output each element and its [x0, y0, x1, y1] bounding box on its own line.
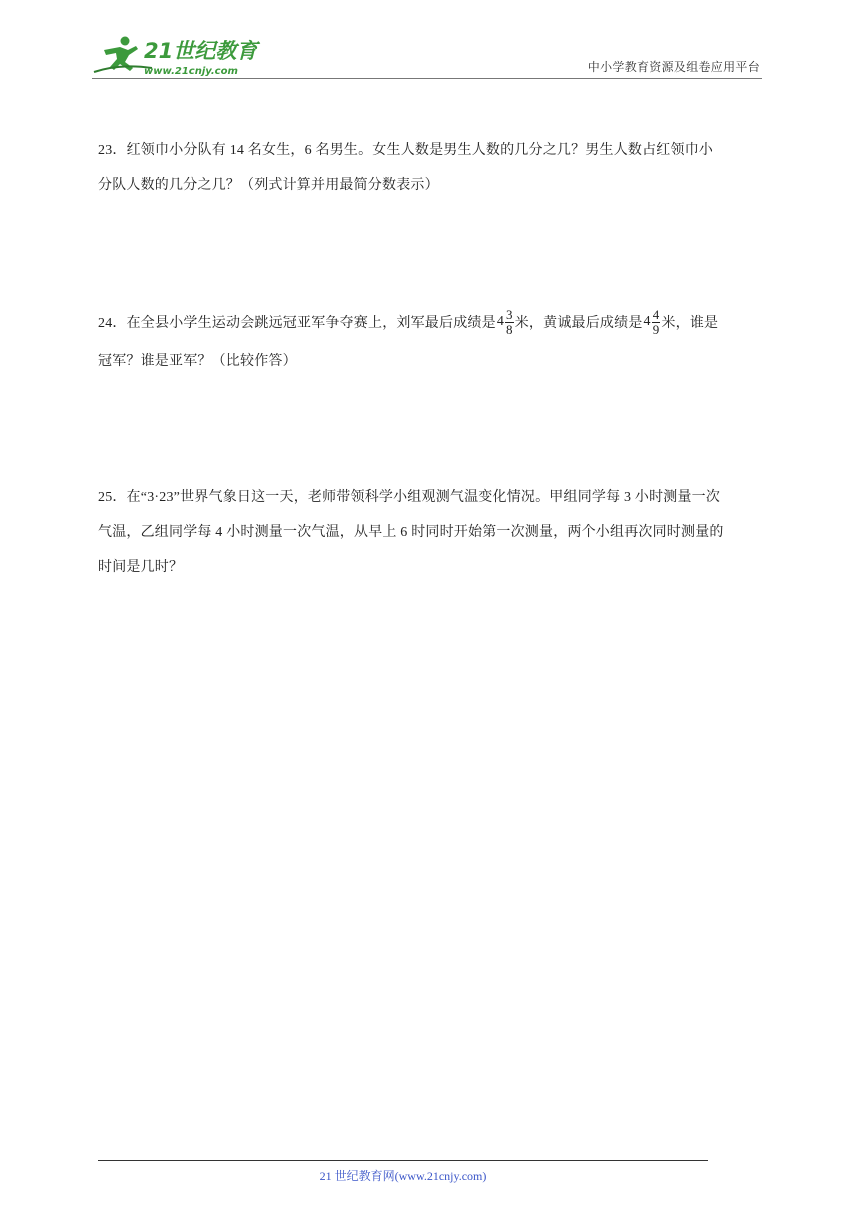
- question-24-text-3: 米，谁是: [661, 316, 719, 332]
- footer-link[interactable]: 21 世纪教育网(www.21cnjy.com): [319, 1169, 487, 1183]
- huang-score-frac: [652, 308, 661, 337]
- liu-score-frac: [505, 308, 514, 337]
- liu-score-numerator: 3: [506, 306, 513, 322]
- question-24-text-2: 米，黄诚最后成绩是: [514, 316, 643, 332]
- question-25: [98, 480, 762, 585]
- liu-score-fraction: [497, 303, 514, 341]
- logo-url-text: www.21cnjy.com: [144, 66, 238, 77]
- question-23: [98, 133, 762, 203]
- question-24-line-1: [98, 305, 762, 343]
- footer-divider: [98, 1160, 708, 1161]
- huang-score-denominator: 9: [652, 321, 660, 337]
- huang-score-fraction: [644, 303, 661, 341]
- question-24: [98, 305, 762, 381]
- page-header: [92, 30, 762, 79]
- question-23-line-1: 23．红领巾小分队有 14 名女生，6 名男生。女生人数是男生人数的几分之几？男生人数占红领巾小: [98, 143, 714, 158]
- site-logo[interactable]: [92, 34, 267, 78]
- question-23-line-2: 分队人数的几分之几？（列式计算并用最简分数表示）: [98, 178, 439, 193]
- liu-score-whole: 4: [496, 314, 505, 329]
- question-24-text-1: 24．在全县小学生运动会跳远冠亚军争夺赛上，刘军最后成绩是: [98, 316, 496, 332]
- huang-score-numerator: 4: [652, 306, 660, 322]
- question-25-line-1: 25．在“3·23”世界气象日这一天，老师带领科学小组观测气温变化情况。甲组同学每 3 小时测量一次: [98, 490, 721, 505]
- huang-score-whole: 4: [643, 314, 651, 329]
- question-25-line-3: 时间是几时？: [98, 560, 184, 575]
- platform-title: 中小学教育资源及组卷应用平台: [587, 60, 760, 74]
- question-24-line-2: 冠军？谁是亚军？（比较作答）: [98, 354, 297, 370]
- question-25-line-2: 气温，乙组同学每 4 小时测量一次气温，从早上 6 时同时开始第一次测量，两个小组再次同时测量的: [98, 525, 724, 540]
- logo-text: 21世纪教育: [144, 39, 258, 63]
- running-figure-logo-icon: [92, 34, 267, 78]
- liu-score-denominator: 8: [506, 321, 513, 337]
